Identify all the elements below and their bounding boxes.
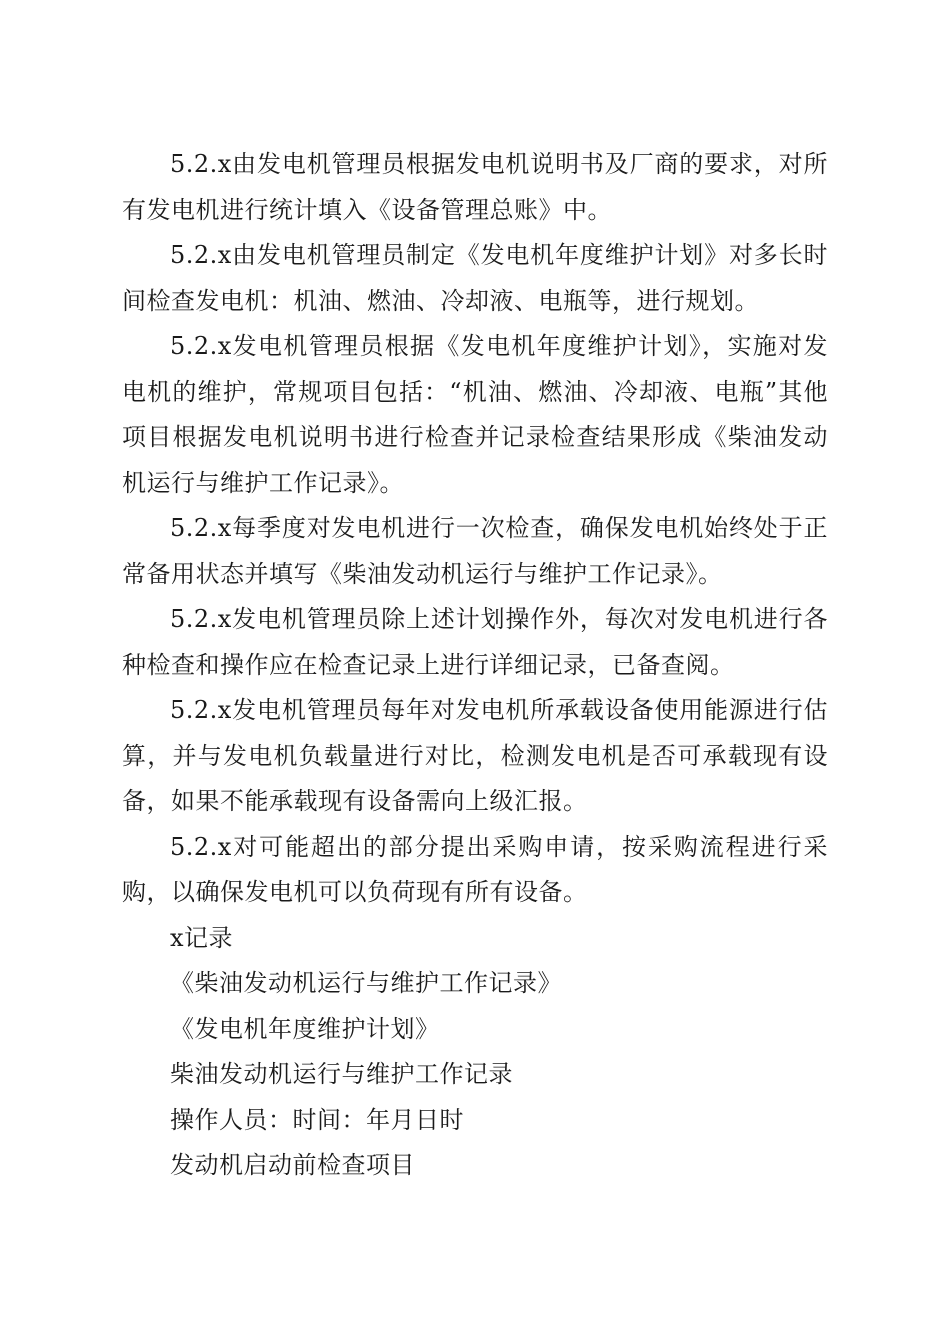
document-body <box>122 142 828 1189</box>
form-title: 柴油发动机运行与维护工作记录 <box>170 1060 513 1088</box>
paragraph-equipment-ledger: 5.2.x由发电机管理员根据发电机说明书及厂商的要求，对所有发电机进行统计填入《设备管理总账》中。 <box>122 150 828 224</box>
paragraph-maintenance-items: 5.2.x发电机管理员根据《发电机年度维护计划》，实施对发电机的维护，常规项目包括：“机油、燃油、冷却液、电瓶”其他项目根据发电机说明书进行检查并记录检查结果形成《柴油发动机运行与维护工作记录》。 <box>122 332 828 497</box>
paragraph-annual-plan: 5.2.x由发电机管理员制定《发电机年度维护计划》对多长时间检查发电机：机油、燃油、冷却液、电瓶等，进行规划。 <box>122 241 828 315</box>
record-item-annual-plan: 《发电机年度维护计划》 <box>170 1014 440 1043</box>
form-fields: 操作人员：时间：年月日时 <box>170 1105 464 1134</box>
records-heading: x记录 <box>170 923 234 952</box>
paragraph-detailed-records: 5.2.x发电机管理员除上述计划操作外，每次对发电机进行各种检查和操作应在检查记录上进行详细记录，已备查阅。 <box>122 605 828 679</box>
paragraph-procurement: 5.2.x对可能超出的部分提出采购申请，按采购流程进行采购，以确保发电机可以负荷现有所有设备。 <box>122 832 828 906</box>
form-section-heading: 发动机启动前检查项目 <box>170 1151 415 1179</box>
paragraph-quarterly-check: 5.2.x每季度对发电机进行一次检查，确保发电机始终处于正常备用状态并填写《柴油发动机运行与维护工作记录》。 <box>122 514 828 588</box>
paragraph-load-estimate: 5.2.x发电机管理员每年对发电机所承载设备使用能源进行估算，并与发电机负载量进行对比，检测发电机是否可承载现有设备，如果不能承载现有设备需向上级汇报。 <box>122 696 828 815</box>
record-item-operation-log: 《柴油发动机运行与维护工作记录》 <box>170 969 562 997</box>
